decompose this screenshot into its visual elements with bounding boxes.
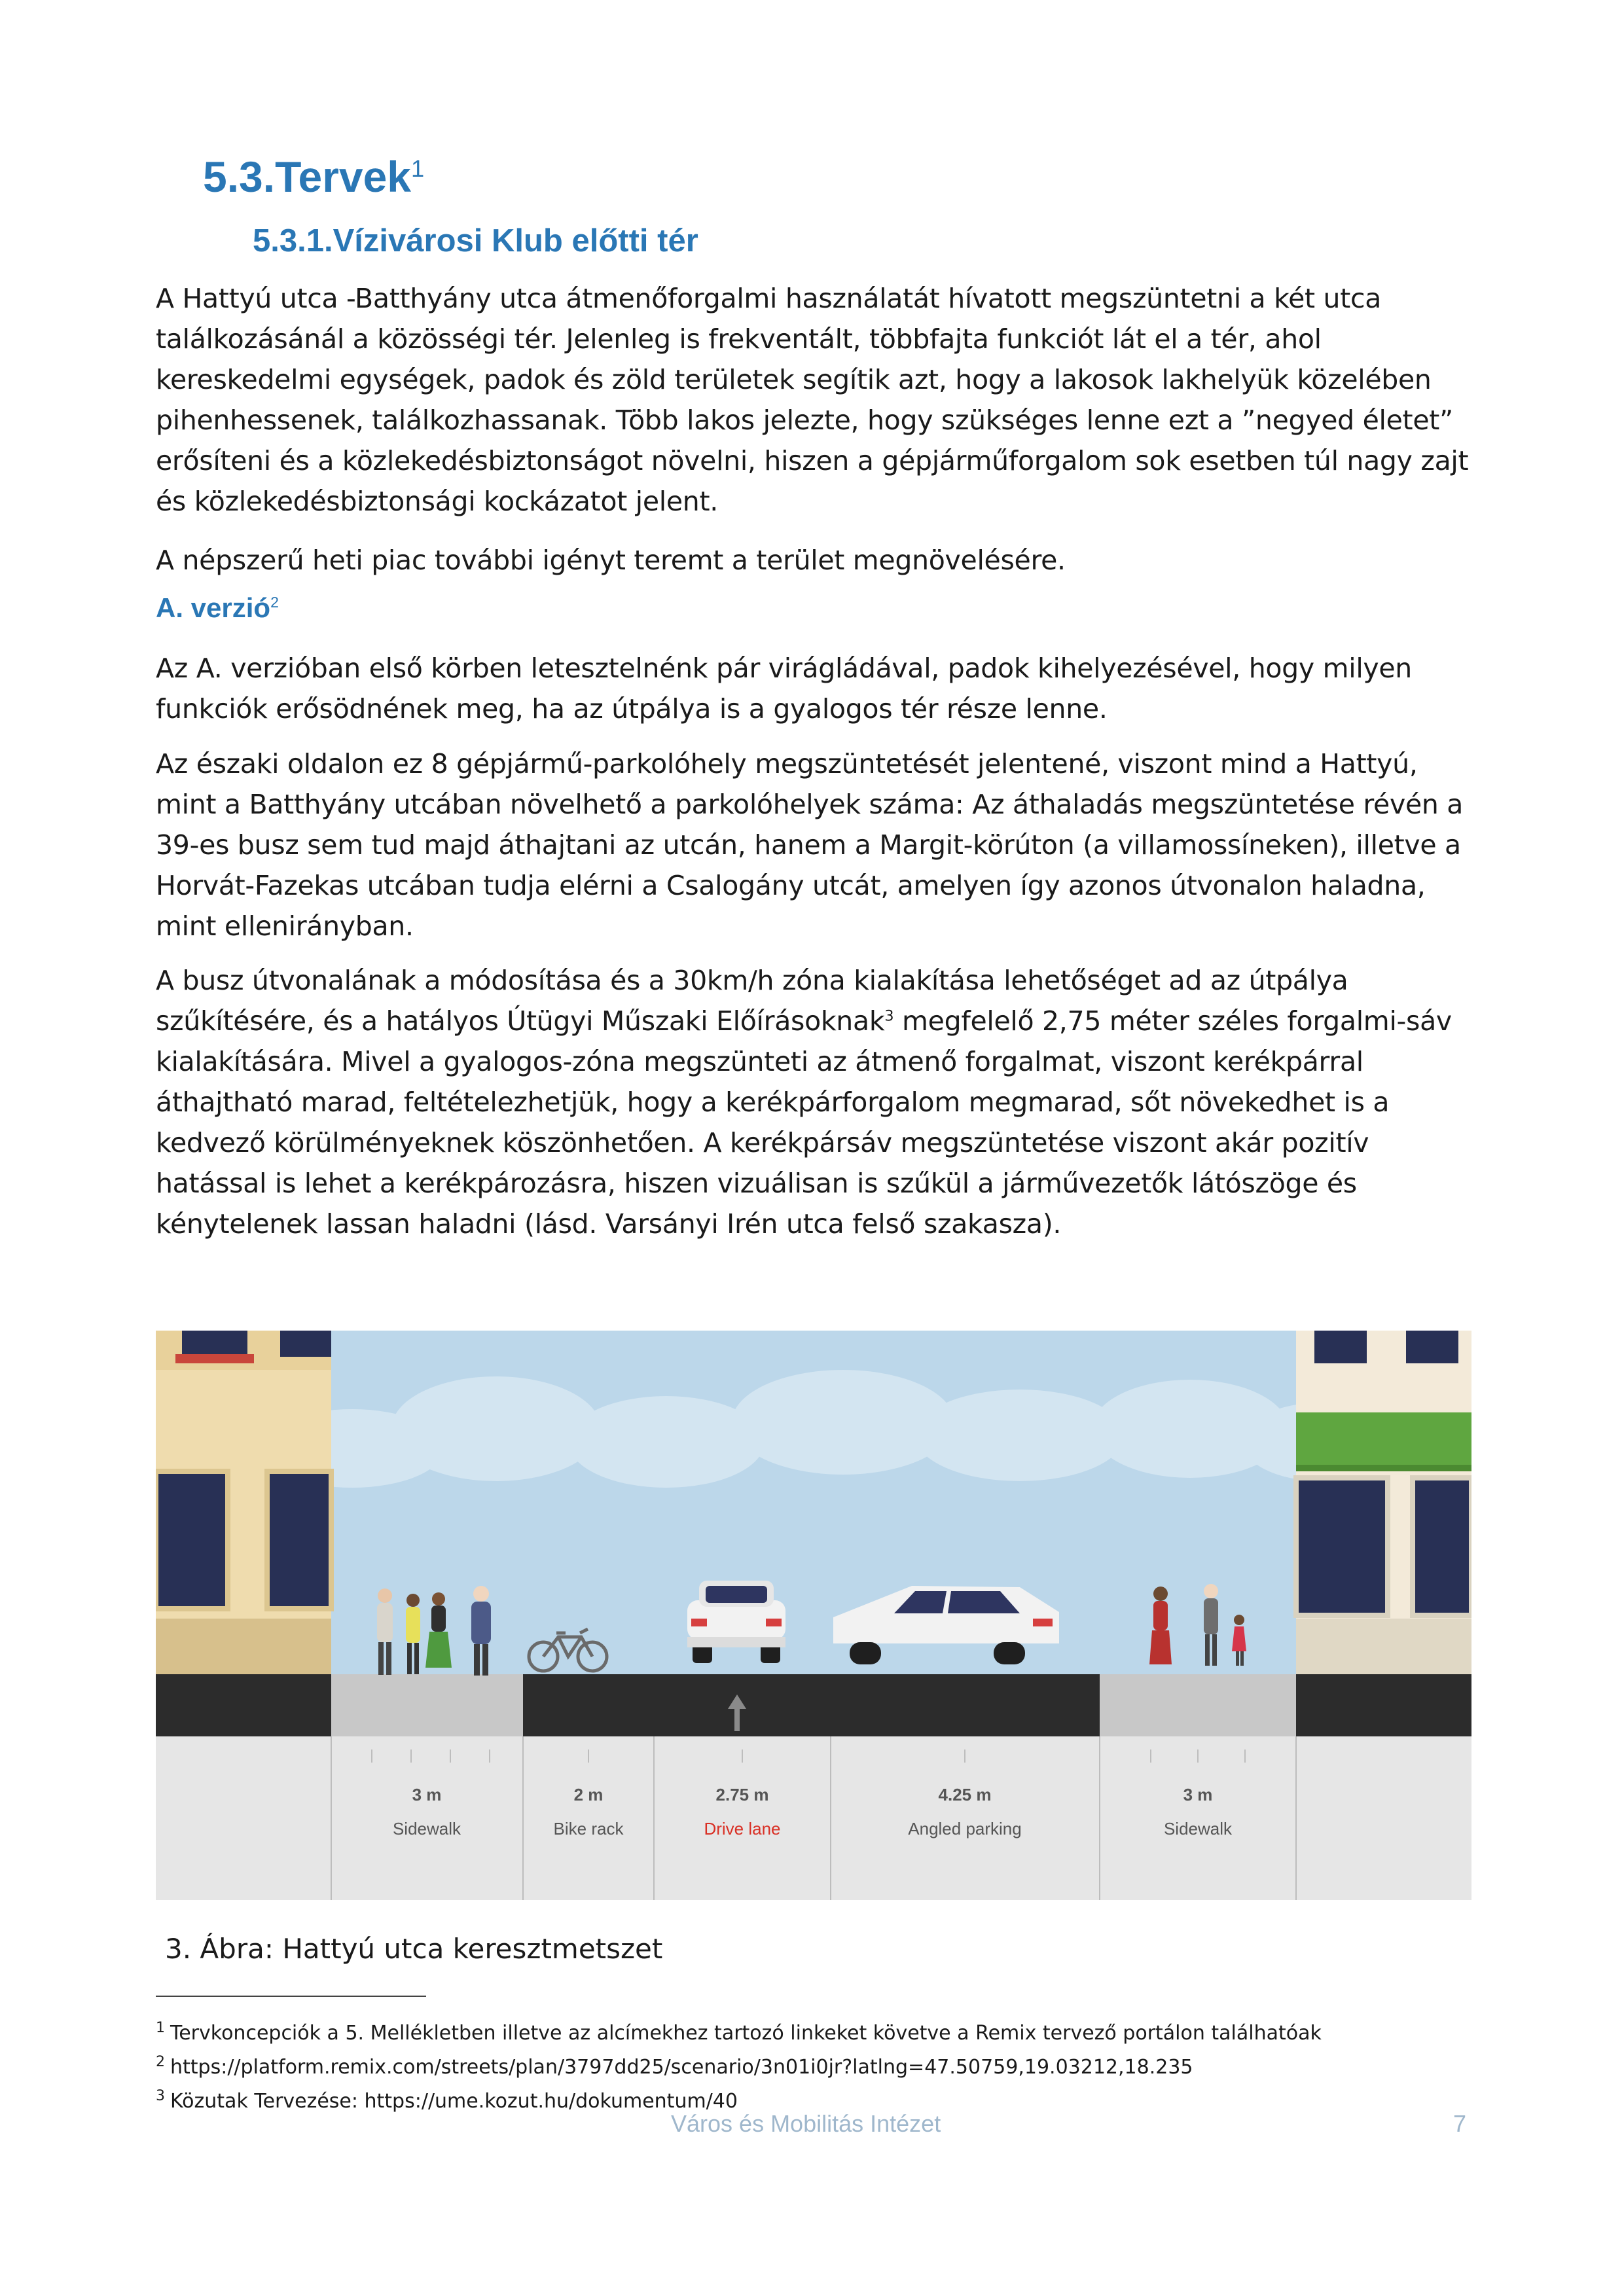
figure-caption: 3. Ábra: Hattyú utca keresztmetszet: [165, 1933, 663, 1965]
segment-3-name: Drive lane: [704, 1819, 781, 1839]
green-awning: [1296, 1412, 1471, 1469]
version-heading: [156, 592, 279, 624]
segment-1-width: 3 m: [412, 1785, 442, 1804]
street-cross-section-svg: [156, 1331, 1471, 1900]
paragraph-intro: A Hattyú utca -Batthyány utca átmenőforgalmi használatát hívatott megszüntetni a két utca találkozásánál a közösségi tér. Jelenleg is frekventált, többfajta funkciót lát el a tér, ahol kereskedelmi egységek, padok és zöld területek segítik azt, hogy a lakosok lakhelyük közelében pihenhessenek, találkozhassanak. Több lakos jelezte, hogy szükséges lenne ezt a ”negyed életet” erősíteni és a közlekedésbiztonságot növelni, hiszen a gépjárműforgalom sok esetben túl nagy zajt és közlekedésbiztonsági kockázatot jelent.: [156, 283, 1469, 517]
right-building: [1296, 1331, 1471, 1674]
left-sidewalk-surface: [331, 1674, 523, 1736]
footnote-2-link[interactable]: https://platform.remix.com/streets/plan/3797dd25/scenario/3n01i0jr?latlng=47.50759,19.03212,18.235: [170, 2056, 1193, 2079]
segment-2-name: Bike rack: [553, 1819, 624, 1839]
footnote-separator: [156, 1996, 426, 1997]
footnote-ref-2[interactable]: 2: [270, 594, 279, 611]
paragraph-parking: Az északi oldalon ez 8 gépjármű-parkolóhely megszüntetését jelentené, viszont mind a Hattyú, mint a Batthyány utcában növelhető a parkolóhelyek száma: Az áthaladás megszüntetése révén a 39-es busz sem tud majd áthajtani az utcán, hanem a Margit-körúton (a villamossíneken), illetve a Horvát-Fazekas utcában tudja elérni a Csalogány utcát, amelyen így azonos útvonalon haladna, mint ellenirányban.: [156, 748, 1464, 942]
paragraph-version-a: Az A. verzióban első körben letesztelnénk pár virágládával, padok kihelyezésével, hogy milyen funkciók erősödnének meg, ha az útpálya is a gyalogos tér része lenne.: [156, 653, 1412, 725]
footnote-1-number: 1: [156, 2020, 165, 2036]
segment-5-width: 3 m: [1183, 1785, 1213, 1804]
segment-label-strip: [156, 1736, 1471, 1900]
page-number: 7: [1453, 2110, 1467, 2137]
footnote-ref-1[interactable]: 1: [411, 155, 425, 182]
road-surface: [523, 1697, 1100, 1736]
paragraph-bus-route: [156, 960, 1478, 1244]
segment-4-width: 4.25 m: [938, 1785, 992, 1804]
street-cross-section-figure: [156, 1331, 1471, 1900]
footnote-3-number: 3: [156, 2088, 165, 2104]
segment-3-width: 2.75 m: [715, 1785, 769, 1804]
left-building: [156, 1331, 331, 1674]
section-heading-text: 5.3.Tervek: [203, 152, 412, 201]
footnote-1-text: Tervkoncepciók a 5. Mellékletben illetve az alcímekhez tartozó linkeket követve a Remix tervező portálon találhatóak: [170, 2022, 1322, 2045]
paragraph-bus-route-part1: A busz útvonalának a módosítása és a 30km/h zóna kialakítása lehetőséget ad az útpálya szűkítésére, és a hatályos Útügyi Műszaki Előírásoknak: [156, 965, 1348, 1037]
segment-4-name: Angled parking: [908, 1819, 1022, 1839]
footnote-3-text: Közutak Tervezése: https://ume.kozut.hu/dokumentum/40: [170, 2090, 738, 2113]
paragraph-bus-route-part2: megfelelő 2,75 méter széles forgalmi-sáv kialakítására. Mivel a gyalogos-zóna megszünteti az átmenő forgalmat, viszont kerékpárral áthajtható marad, feltételezhetjük, hogy a kerékpárforgalom megmarad, sőt növekedhet is a kedvező körülményeknek köszönhetően. A kerékpársáv megszüntetése viszont akár pozitív hatással is lehet a kerékpározásra, hiszen vizuálisan is szűkül a járművezetők látószöge és kénytelenek lassan haladni (lásd. Varsányi Irén utca felső szakasza).: [156, 1005, 1452, 1240]
footnote-3: [156, 2088, 738, 2113]
section-heading: [203, 152, 424, 202]
footnote-1: [156, 2020, 1322, 2045]
subsection-heading: 5.3.1.Vízivárosi Klub előtti tér: [253, 223, 698, 259]
paragraph-market: A népszerű heti piac további igényt teremt a terület megnövelésére.: [156, 545, 1066, 576]
right-sidewalk-surface: [1100, 1674, 1296, 1736]
version-heading-text: A. verzió: [156, 592, 271, 623]
footnote-ref-3[interactable]: 3: [884, 1007, 894, 1025]
segment-2-width: 2 m: [573, 1785, 604, 1804]
footer-organization: Város és Mobilitás Intézet: [671, 2110, 941, 2137]
footnote-2-number: 2: [156, 2054, 165, 2070]
segment-5-name: Sidewalk: [1163, 1819, 1233, 1839]
footnote-2: [156, 2054, 1193, 2079]
segment-1-name: Sidewalk: [392, 1819, 461, 1839]
